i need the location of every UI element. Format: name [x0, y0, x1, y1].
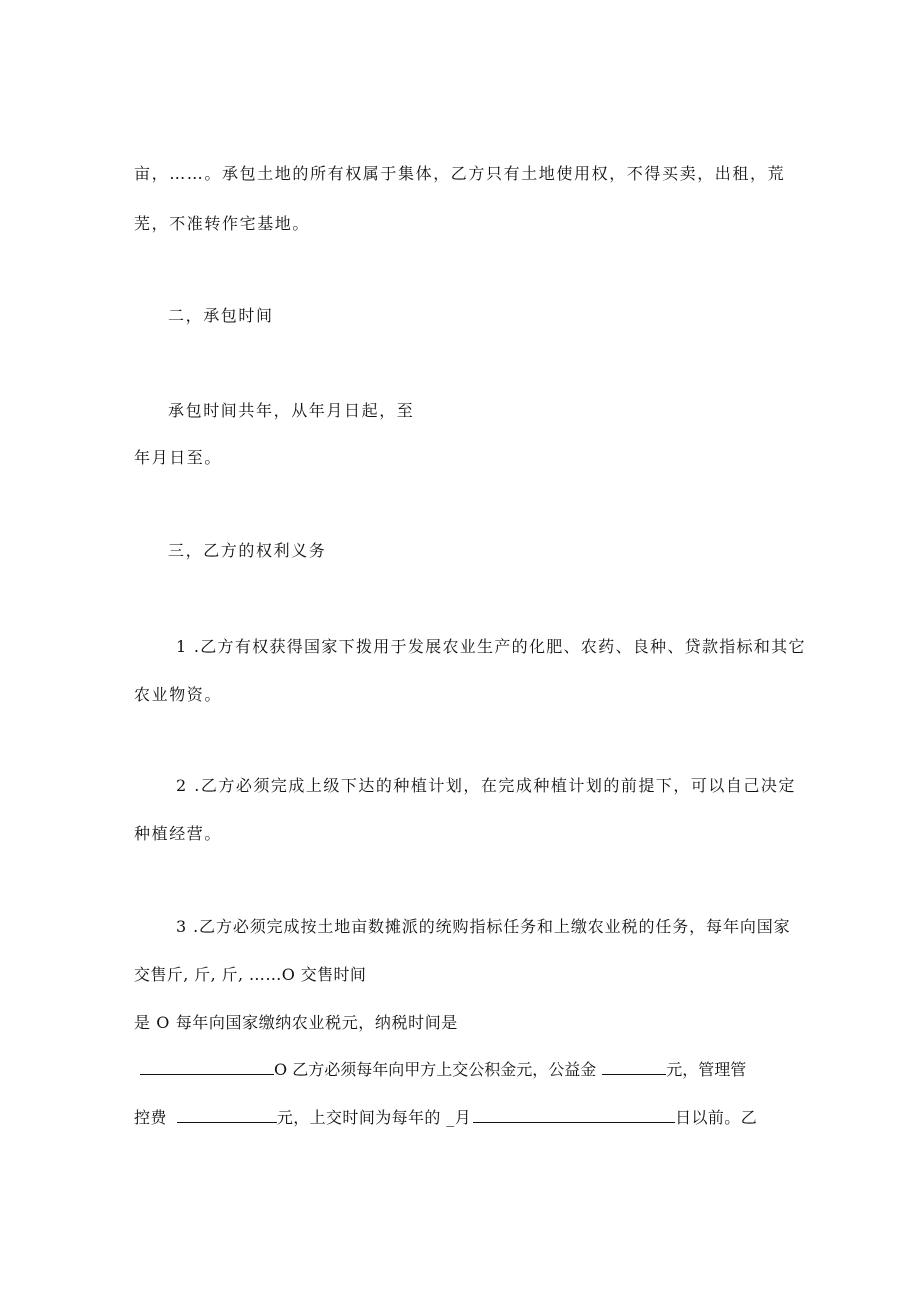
section-heading-2: 二，承包时间 [168, 306, 274, 325]
paragraph-1-line-1: 亩，……。承包土地的所有权属于集体，乙方只有土地使用权，不得买卖，出租，荒 [134, 164, 786, 183]
item-3-line-3: 是 O 每年向国家缴纳农业税元，纳税时间是 [134, 1013, 458, 1032]
blank-line [602, 1059, 666, 1075]
item-3-line-5 [134, 1107, 757, 1129]
item-3-line-4-text-a: O 乙方必须每年向甲方上交公积金元，公益金 [274, 1060, 597, 1079]
item-3-line-5-text-c: 日以前。乙 [675, 1108, 758, 1127]
item-3-line-2: 交售斤, 斤, 斤, ……O 交售时间 [134, 965, 367, 984]
paragraph-1-line-2: 芜，不准转作宅基地。 [134, 214, 311, 233]
item-2-line-2: 种植经营。 [134, 824, 223, 843]
item-3-line-1: 3 .乙方必须完成按土地亩数摊派的统购指标任务和上缴农业税的任务，每年向国家 [176, 917, 791, 936]
item-1-line-2: 农业物资。 [134, 685, 223, 704]
item-3-line-4-text-b: 元，管理管 [666, 1060, 747, 1079]
blank-line [140, 1059, 274, 1075]
item-1-line-1: 1 .乙方有权获得国家下拨用于发展农业生产的化肥、农药、良种、贷款指标和其它 [176, 637, 806, 656]
blank-line [177, 1107, 277, 1123]
blank-line [473, 1107, 675, 1123]
item-2-line-1: 2 .乙方必须完成上级下达的种植计划，在完成种植计划的前提下，可以自己决定 [176, 776, 796, 795]
paragraph-2-line-1: 承包时间共年，从年月日起，至 [168, 401, 415, 420]
item-3-line-5-text-a: 控费 [134, 1108, 167, 1127]
section-heading-3: 三，乙方的权利义务 [168, 541, 327, 560]
item-3-line-4 [140, 1059, 746, 1081]
paragraph-2-line-2: 年月日至。 [134, 448, 223, 467]
item-3-line-5-text-b: 元，上交时间为每年的 _月 [276, 1108, 472, 1127]
